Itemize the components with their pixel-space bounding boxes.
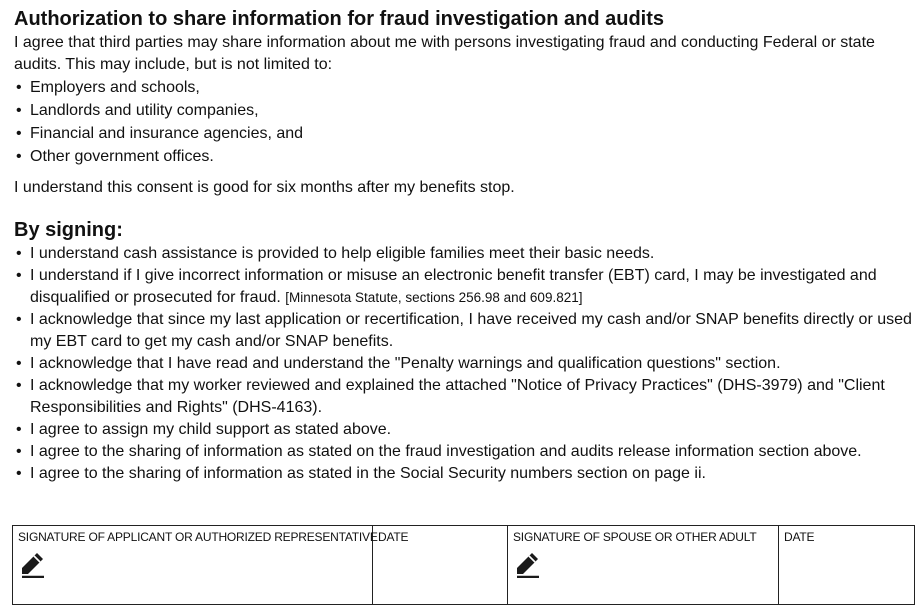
list-item: • I understand cash assistance is provided to help eligible families meet their basic needs. bbox=[14, 243, 914, 265]
list-item: • Other government offices. bbox=[14, 145, 914, 168]
signature-table bbox=[12, 525, 915, 605]
statute-citation: [Minnesota Statute, sections 256.98 and 609.821] bbox=[285, 290, 583, 305]
applicant-date-field[interactable] bbox=[373, 526, 508, 605]
applicant-signature-label: SIGNATURE OF APPLICANT OR AUTHORIZED REPRESENTATIVE bbox=[18, 530, 378, 544]
consent-duration-note: I understand this consent is good for six months after my benefits stop. bbox=[14, 179, 515, 196]
list-item-text: I understand if I give incorrect information or misuse an electronic benefit transfer (EBT) card, I may be investigated and disqualified or prosecuted for fraud. bbox=[30, 267, 877, 306]
list-item: • I acknowledge that my worker reviewed and explained the attached "Notice of Privacy Practices" (DHS-3979) and "Client Responsibilities and Rights" (DHS-4163). bbox=[14, 375, 914, 419]
list-item: • Landlords and utility companies, bbox=[14, 99, 914, 122]
list-item: • Employers and schools, bbox=[14, 76, 914, 99]
signing-acknowledgements-list bbox=[14, 243, 914, 485]
spouse-date-field[interactable] bbox=[779, 526, 915, 605]
spouse-signature-field[interactable] bbox=[508, 526, 779, 605]
applicant-date-label: DATE bbox=[378, 530, 409, 544]
list-item: • I agree to assign my child support as stated above. bbox=[14, 419, 914, 441]
pencil-icon bbox=[18, 550, 46, 578]
list-item: • I agree to the sharing of information as stated on the fraud investigation and audits release information section above. bbox=[14, 441, 914, 463]
list-item: • I acknowledge that I have read and understand the "Penalty warnings and qualification questions" section. bbox=[14, 353, 914, 375]
list-item: • I acknowledge that since my last application or recertification, I have received my cash and/or SNAP benefits directly or used my EBT card to get my cash and/or SNAP benefits. bbox=[14, 309, 914, 353]
by-signing-title: By signing: bbox=[14, 219, 123, 241]
list-item: • Financial and insurance agencies, and bbox=[14, 122, 914, 145]
list-item bbox=[14, 265, 914, 309]
third-parties-list bbox=[14, 76, 914, 168]
spouse-signature-label: SIGNATURE OF SPOUSE OR OTHER ADULT bbox=[513, 530, 757, 544]
fraud-section-intro: I agree that third parties may share information about me with persons investigating fraud and conducting Federal or state audits. This may include, but is not limited to: bbox=[14, 34, 875, 73]
spouse-date-label: DATE bbox=[784, 530, 815, 544]
fraud-section-title: Authorization to share information for fraud investigation and audits bbox=[14, 8, 665, 30]
document-page bbox=[14, 6, 914, 485]
list-item: • I agree to the sharing of information as stated in the Social Security numbers section on page ii. bbox=[14, 463, 914, 485]
applicant-signature-field[interactable] bbox=[13, 526, 378, 605]
pencil-icon bbox=[513, 550, 541, 578]
